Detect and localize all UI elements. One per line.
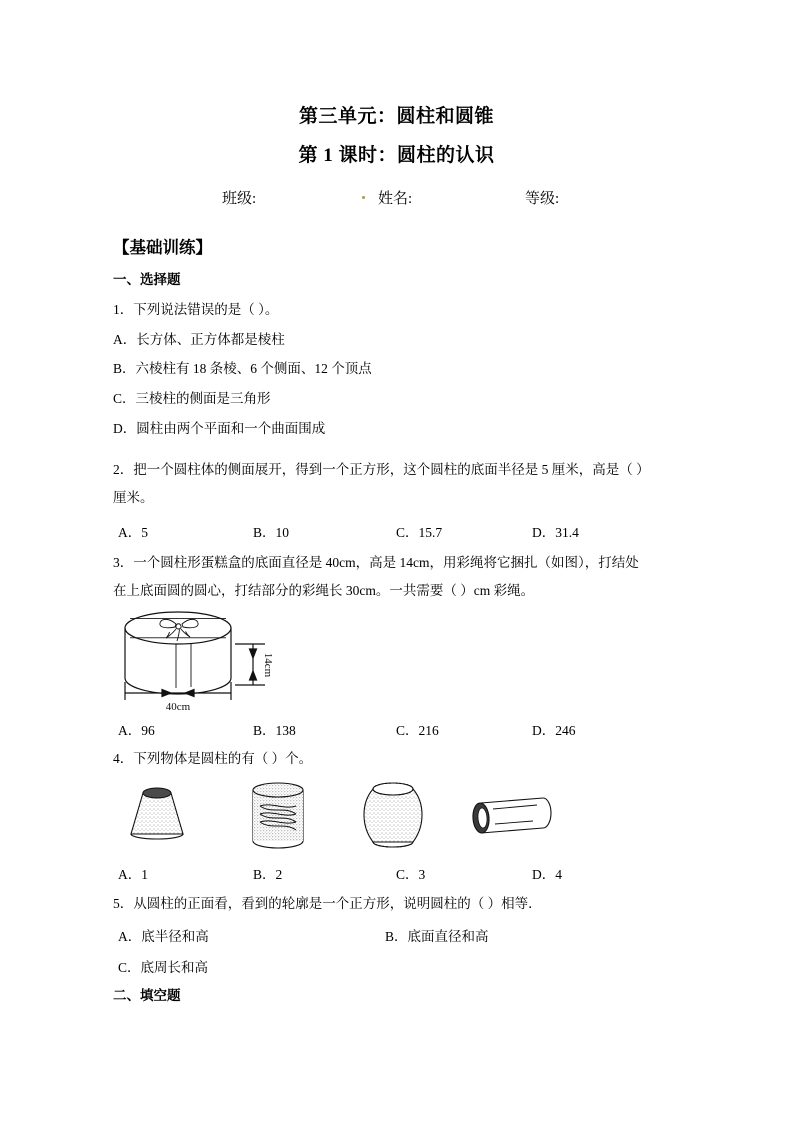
grade-label: 等级: <box>525 191 560 207</box>
question-4-stem: 4．下列物体是圆柱的有（ ）个。 <box>113 751 313 766</box>
height-dimension-label: 14cm <box>262 652 274 678</box>
question-4-option-a: A．1 <box>118 867 148 882</box>
cake-box-drawing <box>113 600 298 712</box>
question-1-stem: 1．下列说法错误的是（ ）。 <box>113 302 279 317</box>
section-multiple-choice: 一、选择题 <box>113 272 181 287</box>
question-5-option-c: C．底周长和高 <box>118 960 209 975</box>
section-basic-training: 【基础训练】 <box>113 239 212 257</box>
diameter-dimension <box>125 682 231 700</box>
diameter-dimension-label: 40cm <box>165 701 191 712</box>
question-3-stem-line1: 3．一个圆柱形蛋糕盒的底面直径是 40cm，高是 14cm，用彩绳将它捆扎（如图），打结处 <box>113 555 639 570</box>
question-4-option-c: C．3 <box>396 867 426 882</box>
question-2-stem-line2: 厘米。 <box>113 490 154 505</box>
height-dimension <box>235 644 265 685</box>
object-barrel <box>364 783 422 847</box>
question-3-option-a: A．96 <box>118 723 155 738</box>
four-objects-drawing <box>113 776 573 858</box>
question-2-option-a: A．5 <box>118 525 148 540</box>
name-label: 姓名: <box>378 191 413 207</box>
question-5-stem: 5．从圆柱的正面看，看到的轮廓是一个正方形，说明圆柱的（ ）相等． <box>113 896 542 911</box>
figure-four-solid-objects <box>113 776 573 858</box>
question-4-option-b: B．2 <box>253 867 283 882</box>
question-3-option-c: C．216 <box>396 723 439 738</box>
object-horizontal-tube <box>472 798 551 834</box>
question-2-option-b: B．10 <box>253 525 290 540</box>
question-5-option-a: A．底半径和高 <box>118 929 209 944</box>
question-4-option-d: D．4 <box>532 867 562 882</box>
question-2-option-c: C．15.7 <box>396 525 443 540</box>
question-5-option-b: B．底面直径和高 <box>385 929 489 944</box>
decorative-dot <box>362 196 365 199</box>
question-1-option-a: A．长方体、正方体都是棱柱 <box>113 332 285 347</box>
class-label: 班级: <box>222 191 257 207</box>
question-3-option-d: D．246 <box>532 723 576 738</box>
question-2-stem-line1: 2．把一个圆柱体的侧面展开，得到一个正方形，这个圆柱的底面半径是 5 厘米，高是（ ） <box>113 462 650 477</box>
question-1-option-d: D．圆柱由两个平面和一个曲面围成 <box>113 421 326 436</box>
section-fill-in-blank: 二、填空题 <box>113 988 181 1003</box>
object-textured-cylinder <box>253 783 303 848</box>
question-1-option-b: B．六棱柱有 18 条棱、6 个侧面、12 个顶点 <box>113 361 372 376</box>
page-title-lesson: 第 1 课时：圆柱的认识 <box>298 145 495 166</box>
object-frustum-cone <box>131 788 183 839</box>
page-title-unit: 第三单元：圆柱和圆锥 <box>298 106 494 127</box>
question-2-option-d: D．31.4 <box>532 525 579 540</box>
question-3-stem-line2: 在上底面圆的圆心，打结部分的彩绳长 30cm。一共需要（ ）cm 彩绳。 <box>113 583 535 598</box>
figure-cylinder-cake-box <box>113 600 298 712</box>
question-1-option-c: C．三棱柱的侧面是三角形 <box>113 391 271 406</box>
question-3-option-b: B．138 <box>253 723 296 738</box>
